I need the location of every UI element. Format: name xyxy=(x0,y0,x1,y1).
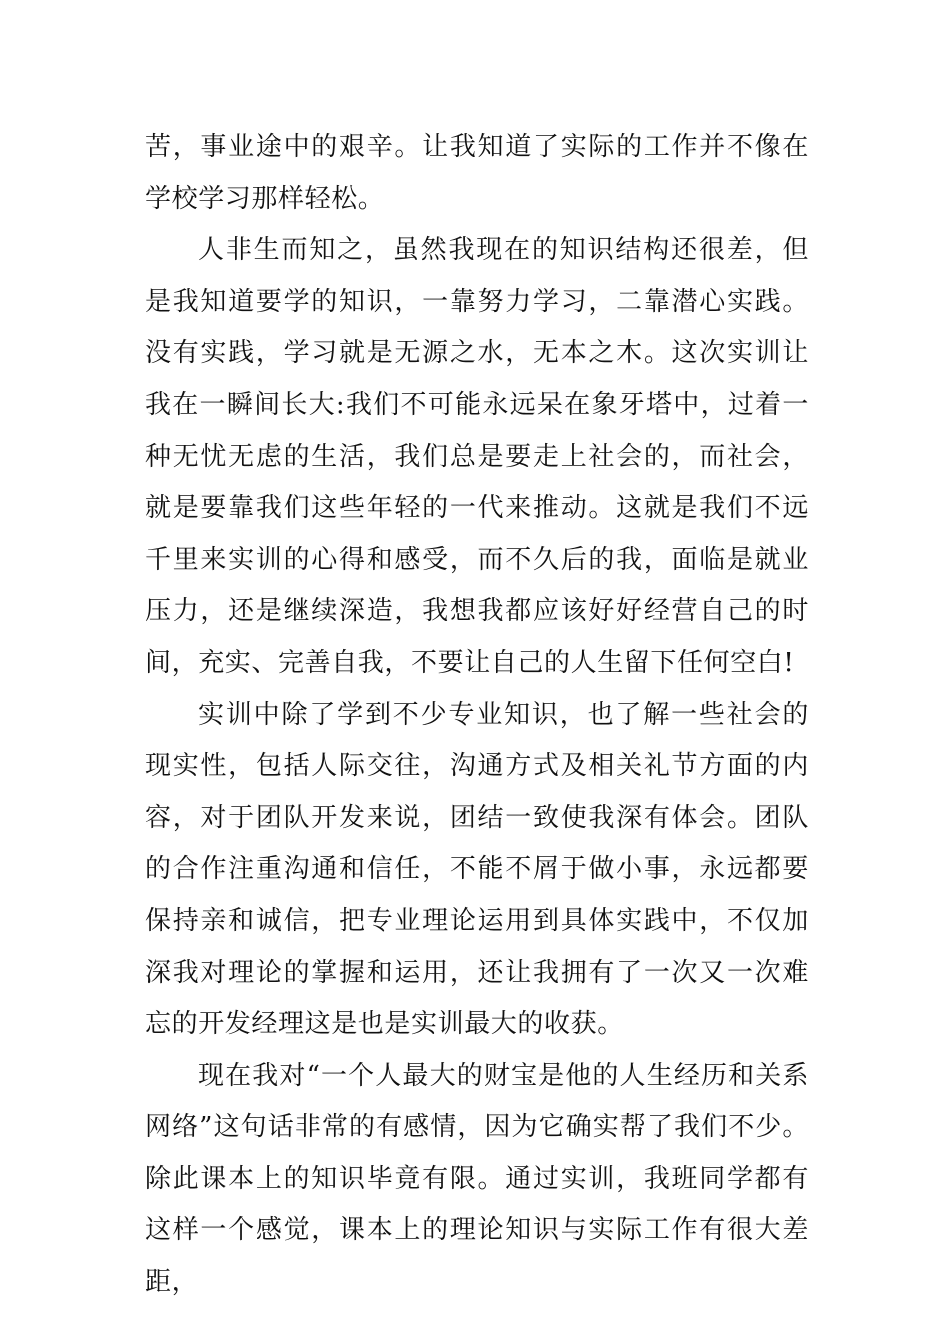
paragraph-3: 实训中除了学到不少专业知识，也了解一些社会的现实性，包括人际交往，沟通方式及相关礼节方面的内容，对于团队开发来说，团结一致使我深有体会。团队的合作注重沟通和信任，不能不屑于做小事，永远都要保持亲和诚信，把专业理论运用到具体实践中，不仅加深我对理论的掌握和运用，还让我拥有了一次又一次难忘的开发经理这是也是实训最大的收获。 xyxy=(145,699,809,1040)
paragraph-1: 苦，事业途中的艰辛。让我知道了实际的工作并不像在学校学习那样轻松。 xyxy=(145,132,809,214)
paragraph-2: 人非生而知之，虽然我现在的知识结构还很差，但是我知道要学的知识，一靠努力学习，二靠潜心实践。没有实践，学习就是无源之水，无本之木。这次实训让我在一瞬间长大:我们不可能永远呆在象牙塔中，过着一种无忧无虑的生活，我们总是要走上社会的，而社会，就是要靠我们这些年轻的一代来推动。这就是我们不远千里来实训的心得和感受，而不久后的我，面临是就业压力，还是继续深造，我想我都应该好好经营自己的时间，充实、完善自我，不要让自己的人生留下任何空白! xyxy=(145,235,809,678)
document-body xyxy=(145,122,809,1309)
paragraph-4: 现在我对“一个人最大的财宝是他的人生经历和关系网络”这句话非常的有感情，因为它确实帮了我们不少。除此课本上的知识毕竟有限。通过实训，我班同学都有这样一个感觉，课本上的理论知识与实际工作有很大差距， xyxy=(145,1060,809,1298)
